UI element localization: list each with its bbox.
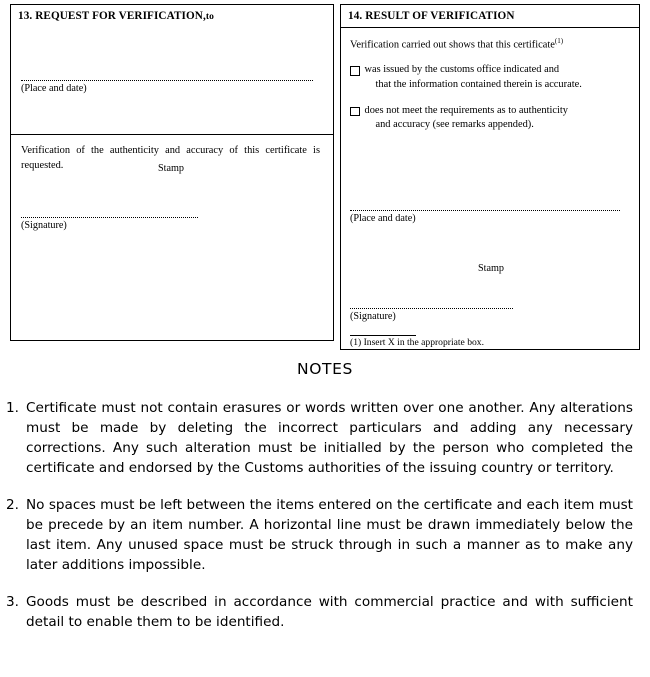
box-13-place-date-block — [21, 80, 321, 94]
box-14-option-1-line-1: was issued by the customs office indicated and — [364, 64, 560, 76]
box-14-option-1-text — [365, 63, 630, 93]
note-number: 2. — [6, 496, 19, 513]
box-13-title-tail: to — [205, 12, 214, 22]
note-text: No spaces must be left between the items entered on the certificate and each item must be precede by an item number. A horizontal line must be drawn immediately below the last item. Any unused space must be struck through in such a manner as to make any later additions impossible. — [26, 496, 633, 573]
notes-section — [0, 360, 650, 650]
box-13-lower-region — [11, 83, 333, 231]
box-14-stamp-label: Stamp — [477, 263, 505, 274]
box-14-footnote-marker: (1) — [554, 37, 564, 45]
box-13-signature-dotted-line[interactable] — [21, 217, 198, 218]
box-14-intro-sentence: Verification carried out shows that this certificate — [350, 39, 555, 51]
box-13-title-main: REQUEST FOR VERIFICATION, — [35, 10, 206, 22]
box-14-title-number: 14. — [348, 10, 363, 22]
box-14-place-date-block — [350, 210, 632, 224]
box-14-option-1-row[interactable] — [350, 63, 629, 93]
box-14-place-date-caption: (Place and date) — [350, 213, 416, 224]
box-13-upper-blank-region[interactable] — [11, 5, 333, 134]
box-14-footnote-text: (1) Insert X in the appropriate box. — [350, 337, 485, 348]
box-14-footnote-block — [350, 335, 632, 349]
box-14-signature-dotted-line[interactable] — [350, 308, 513, 309]
box-14-footnote-rule — [350, 335, 416, 336]
note-number: 3. — [6, 593, 19, 610]
box-13-title — [11, 5, 333, 22]
box-13-place-date-caption: (Place and date) — [21, 83, 87, 94]
box-14-result-of-verification — [340, 4, 640, 350]
note-item — [0, 496, 650, 576]
notes-heading: NOTES — [297, 360, 353, 378]
note-number: 1. — [6, 400, 19, 416]
box-13-request-text: Verification of the authenticity and accuracy of this certificate is requested. — [21, 145, 320, 171]
box-14-option-2-text — [365, 104, 630, 134]
box-14-option-2-line-1: does not meet the requirements as to authenticity — [364, 104, 568, 116]
note-text: Certificate must not contain erasures or words written over one another. Any alterations must be made by deleting the incorrect particulars and adding any necessary corrections. Any such alteration must be initialled by the person who completed the certificate and endorsed by the Customs authorities of the issuing country or territory. — [26, 400, 633, 476]
box-13-stamp-label: Stamp — [157, 163, 185, 174]
box-13-title-number: 13. — [18, 10, 33, 22]
box-14-signature-block — [350, 308, 632, 322]
box-14-intro-text — [350, 37, 629, 53]
box-14-option-1-line-2: that the information contained therein is accurate. — [375, 78, 582, 90]
box-14-option-2-row[interactable] — [350, 104, 629, 134]
box-14-place-date-dotted-line[interactable] — [350, 210, 620, 211]
box-13-signature-block — [21, 217, 321, 231]
checkbox-icon-option-2[interactable] — [350, 107, 360, 117]
box-14-title — [341, 5, 639, 22]
box-14-title-text: RESULT OF VERIFICATION — [365, 10, 515, 22]
box-14-signature-caption: (Signature) — [350, 311, 396, 322]
note-item — [0, 593, 650, 633]
checkbox-icon-option-1[interactable] — [350, 66, 360, 76]
box-14-body — [341, 28, 639, 348]
box-13-request-for-verification — [10, 4, 334, 341]
box-14-option-2-line-2: and accuracy (see remarks appended). — [375, 119, 534, 131]
note-text: Goods must be described in accordance with commercial practice and with sufficient detail to enable them to be identified. — [26, 593, 633, 630]
box-13-signature-caption: (Signature) — [21, 220, 67, 231]
note-item — [0, 399, 650, 479]
box-13-place-date-dotted-line[interactable] — [21, 80, 313, 81]
